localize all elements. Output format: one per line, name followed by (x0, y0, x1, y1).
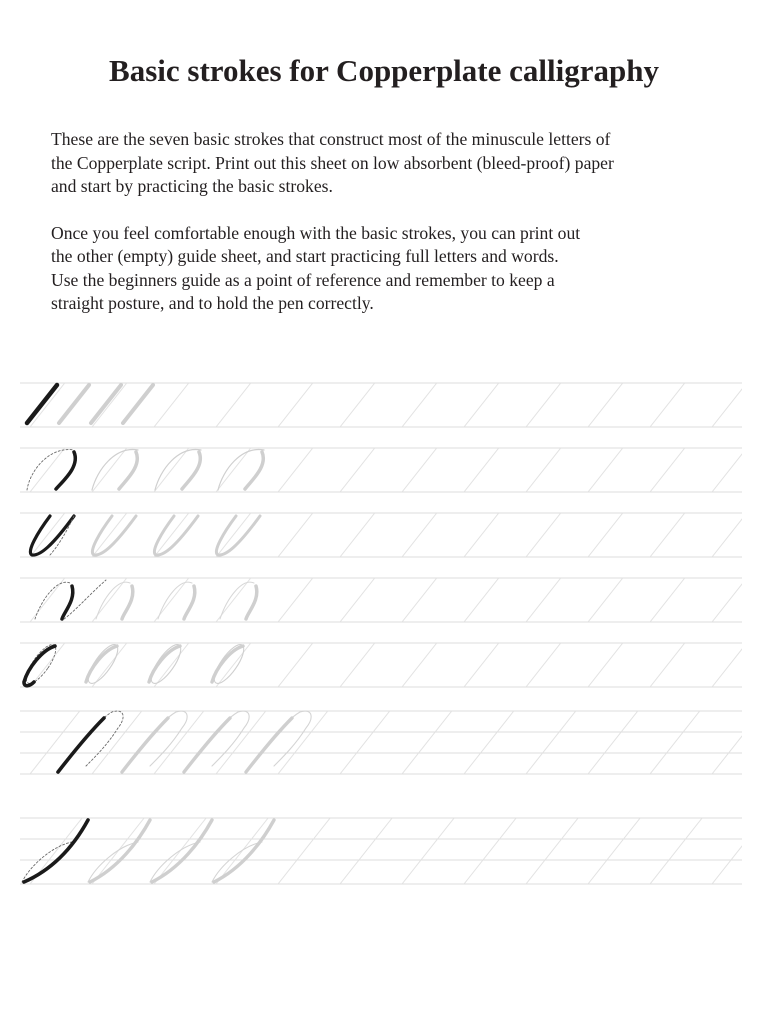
slant-line (650, 818, 702, 884)
overturn-stroke (30, 516, 260, 555)
slant-line (30, 711, 80, 774)
slant-line-group (30, 448, 768, 492)
slant-line (712, 643, 747, 687)
slant-line (464, 818, 516, 884)
slant-line (526, 711, 576, 774)
slant-line (402, 383, 437, 427)
slant-line (464, 513, 499, 557)
slant-line (712, 711, 762, 774)
slant-line (278, 643, 313, 687)
slant-lines (30, 383, 768, 884)
slant-line (464, 643, 499, 687)
slant-line (464, 711, 514, 774)
underturn-stroke (27, 450, 264, 490)
slant-line (526, 448, 561, 492)
slant-line (588, 578, 623, 622)
slant-line-group (30, 513, 768, 557)
slant-line-group (30, 578, 768, 622)
slant-line (650, 643, 685, 687)
slant-line (340, 643, 375, 687)
hairline-stroke (27, 385, 153, 423)
slant-line (650, 513, 685, 557)
slant-line (216, 711, 266, 774)
slant-line (588, 818, 640, 884)
slant-line (278, 448, 313, 492)
slant-line-group (30, 383, 768, 427)
slant-line (154, 711, 204, 774)
slant-line (278, 818, 330, 884)
slant-line (216, 383, 251, 427)
slant-line (712, 383, 747, 427)
slant-line (340, 448, 375, 492)
intro-line: the Copperplate script. Print out this sheet on low absorbent (bleed-proof) paper (51, 152, 614, 173)
ascending-loop-stroke (58, 711, 311, 772)
slant-line (712, 578, 747, 622)
slant-line (340, 818, 392, 884)
slant-line (650, 383, 685, 427)
slant-line (464, 383, 499, 427)
slant-line (402, 643, 437, 687)
slant-line (92, 383, 127, 427)
slant-line (712, 818, 764, 884)
slant-line-group (30, 818, 768, 884)
descending-loop-stroke (22, 820, 274, 882)
guide-lines (20, 383, 742, 884)
slant-line (712, 448, 747, 492)
oval-stroke (21, 641, 248, 688)
slant-line (526, 383, 561, 427)
slant-line (278, 383, 313, 427)
slant-line (278, 513, 313, 557)
slant-line (402, 448, 437, 492)
intro-text (51, 128, 741, 316)
intro-line: straight posture, and to hold the pen correctly. (51, 293, 374, 313)
slant-line (526, 578, 561, 622)
slant-line (588, 711, 638, 774)
slant-line (588, 383, 623, 427)
intro-line: and start by practicing the basic strokes. (51, 176, 333, 196)
slant-line (526, 513, 561, 557)
intro-line: These are the seven basic strokes that construct most of the minuscule letters of (51, 129, 611, 149)
slant-line (588, 513, 623, 557)
slant-line (340, 513, 375, 557)
intro-line: the other (empty) guide sheet, and start practicing full letters and words. (51, 246, 559, 266)
slant-line (340, 578, 375, 622)
intro-line: Once you feel comfortable enough with the basic strokes, you can print out (51, 222, 581, 243)
slant-line (650, 711, 700, 774)
intro-line: Use the beginners guide as a point of reference and remember to keep a (51, 269, 555, 290)
slant-line (30, 578, 65, 622)
slant-line (402, 513, 437, 557)
slant-line (712, 513, 747, 557)
slant-line (278, 711, 328, 774)
slant-line (526, 818, 578, 884)
slant-line (526, 643, 561, 687)
slant-line (588, 448, 623, 492)
slant-line (588, 643, 623, 687)
slant-line-group (30, 711, 768, 774)
slant-line (650, 448, 685, 492)
slant-line (340, 383, 375, 427)
slant-line (216, 448, 251, 492)
page-title: Basic strokes for Copperplate calligraphy (109, 53, 659, 88)
slant-line (278, 578, 313, 622)
slant-line (464, 448, 499, 492)
slant-line-group (30, 643, 768, 687)
slant-line (402, 711, 452, 774)
slant-line (154, 383, 189, 427)
slant-line (340, 711, 390, 774)
slant-line (650, 578, 685, 622)
practice-sheet (0, 370, 768, 900)
slant-line (464, 578, 499, 622)
slant-line (402, 818, 454, 884)
slant-line (402, 578, 437, 622)
